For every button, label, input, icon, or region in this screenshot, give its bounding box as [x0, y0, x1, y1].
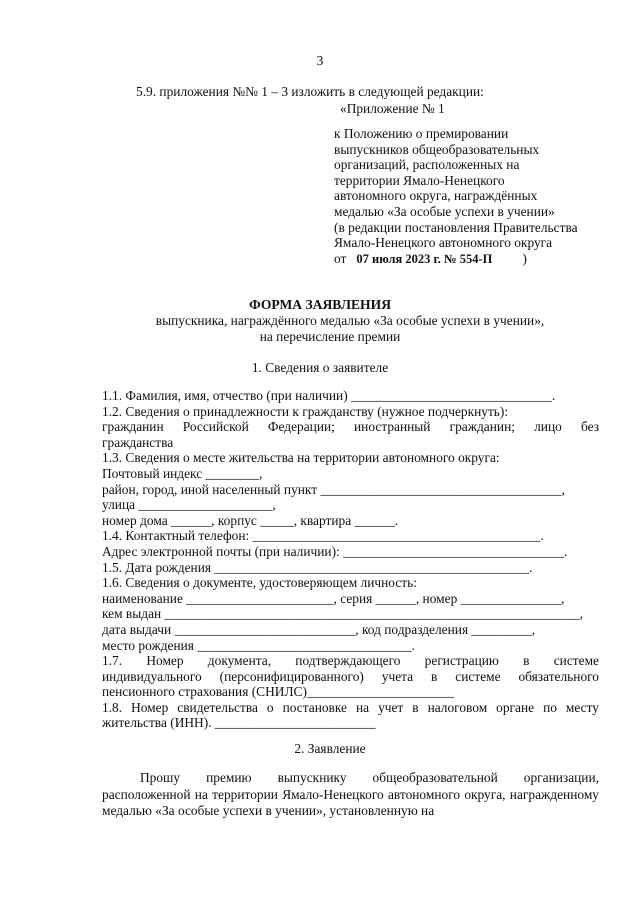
citizenship-options-end: гражданства: [102, 434, 174, 450]
form-title: ФОРМА ЗАЯВЛЕНИЯ: [248, 297, 392, 312]
field-snils-2: индивидуального (персонифицированного) учета в системе обязательного: [102, 668, 599, 684]
citizenship-options: гражданин Российской Федерации; иностранный гражданин; лицо без: [102, 419, 599, 435]
application-paragraph: [102, 770, 599, 820]
annex-line: (в редакции постановления Правительства: [334, 219, 578, 235]
field-document-name: наименование ______________________, серия ______, номер _______________,: [102, 590, 565, 606]
page-number: 3: [316, 53, 324, 68]
field-birth-date: 1.5. Дата рождения _______________________________________________.: [102, 559, 533, 575]
field-issued-by: кем выдан ______________________________________________________________,: [102, 606, 583, 622]
annex-line: Ямало-Ненецкого автономного округа: [334, 235, 553, 251]
paragraph-first-line: Прошу премию выпускнику общеобразовательной организации,: [140, 770, 599, 785]
annex-date-line: [334, 251, 614, 268]
form-subtitle-2: на перечисление премии: [259, 329, 401, 344]
annex-line: выпускников общеобразовательных: [334, 141, 540, 157]
field-issue-date: дата выдачи ___________________________, код подразделения _________,: [102, 621, 536, 637]
annex-date-prefix: от: [334, 250, 347, 266]
annex-date-suffix: ): [522, 250, 527, 266]
form-subtitle: выпускника, награждённого медалью «За особые успехи в учении»,: [155, 313, 545, 328]
annex-line: организаций, расположенных на: [334, 157, 520, 173]
field-snils: 1.7. Номер документа, подтверждающего регистрацию в системе: [102, 653, 599, 669]
section-heading-applicant: 1. Сведения о заявителе: [251, 360, 389, 375]
appendix-number: «Приложение № 1: [340, 101, 445, 116]
field-house: номер дома ______, корпус _____, квартира ______.: [102, 512, 399, 528]
field-snils-3: пенсионного страхования (СНИЛС)______________________: [102, 684, 455, 700]
paragraph-rest: расположенной на территории Ямало-Ненецкого автономного округа, награжденному медалью «За особые успехи в учении», установленную на: [102, 786, 599, 819]
annex-line: автономного округа, награждённых: [334, 188, 538, 204]
field-inn-2: жительства (ИНН). ________________________: [102, 715, 376, 731]
field-residence: 1.3. Сведения о месте жительства на территории автономного округа:: [102, 450, 500, 466]
annex-line: к Положению о премировании: [334, 126, 509, 141]
field-birth-place: место рождения ________________________________.: [102, 637, 415, 653]
section-heading-application: 2. Заявление: [294, 741, 366, 756]
annex-block: [334, 126, 614, 267]
field-inn: 1.8. Номер свидетельства о постановке на учет в налоговом органе по месту: [102, 699, 599, 715]
field-locality: район, город, иной населенный пункт ____________________________________,: [102, 481, 565, 497]
field-full-name: 1.1. Фамилия, имя, отчество (при наличии) ______________________________.: [102, 388, 556, 403]
field-email: Адрес электронной почты (при наличии): _________________________________.: [102, 543, 568, 559]
field-phone: 1.4. Контактный телефон: ___________________________________________.: [102, 528, 544, 544]
intro-line: 5.9. приложения №№ 1 – 3 изложить в следующей редакции:: [136, 84, 484, 99]
applicant-fields: [102, 388, 599, 731]
annex-date: 07 июля 2023 г. № 554-П: [356, 251, 493, 266]
annex-line: медалью «За особые успехи в учении»: [334, 203, 555, 219]
field-id-document: 1.6. Сведения о документе, удостоверяющем личность:: [102, 575, 417, 591]
field-street: улица ____________________,: [102, 497, 276, 513]
annex-line: территории Ямало-Ненецкого: [334, 172, 505, 188]
field-postal-code: Почтовый индекс ________,: [102, 465, 263, 481]
field-citizenship: 1.2. Сведения о принадлежности к гражданству (нужное подчеркнуть):: [102, 403, 509, 419]
